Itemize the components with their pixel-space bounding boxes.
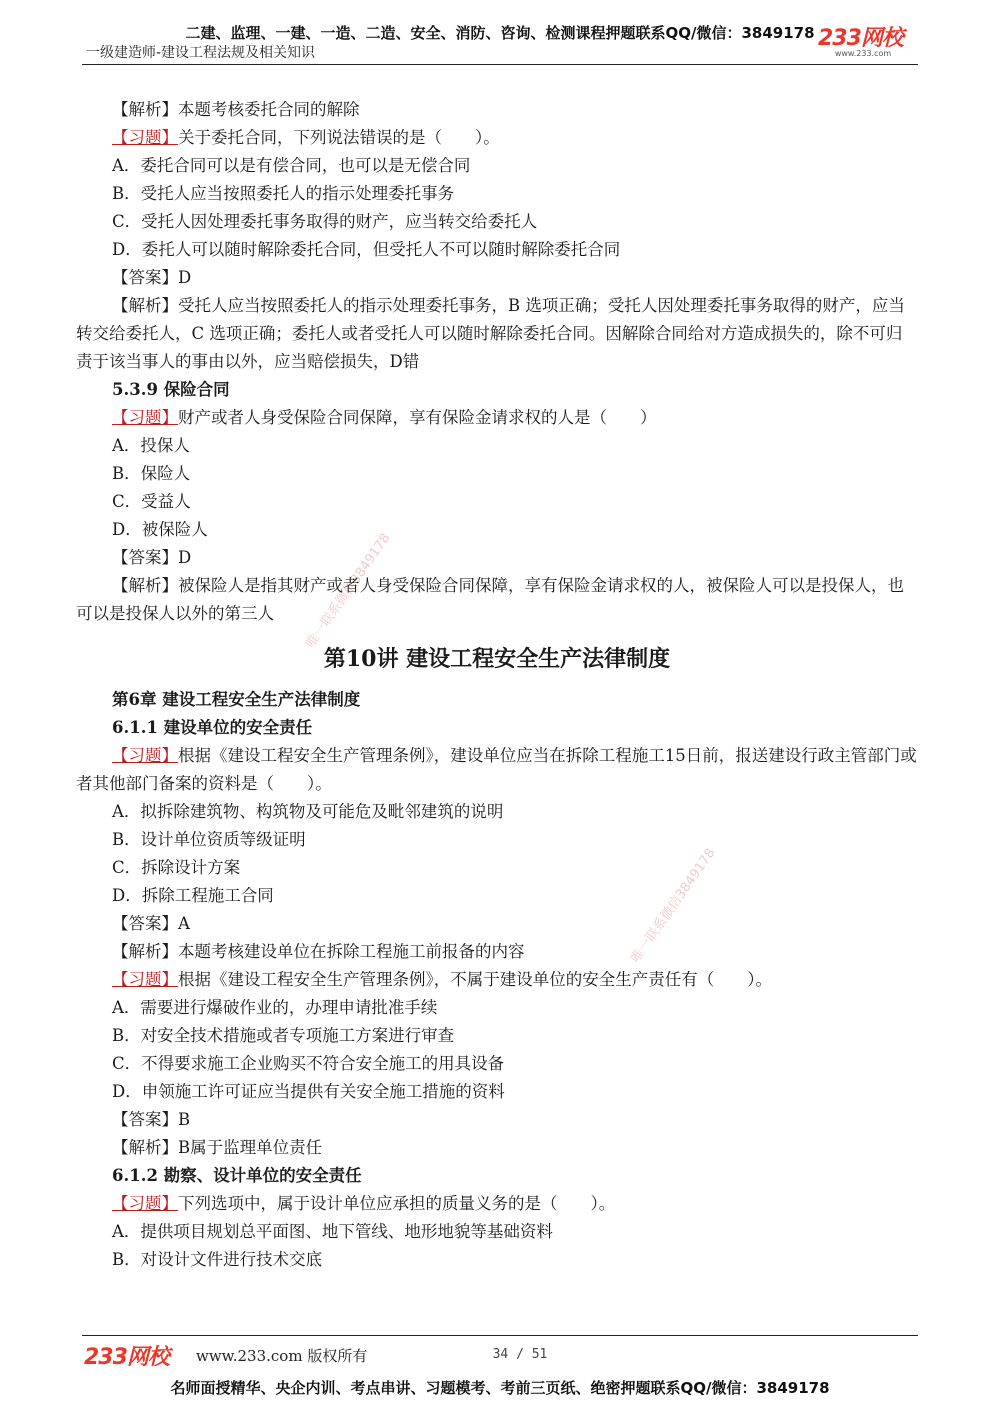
option-a: A．投保人 <box>112 436 190 455</box>
option-d: D．委托人可以随时解除委托合同，但受托人不可以随时解除委托合同 <box>112 240 621 259</box>
option-b: B．设计单位资质等级证明 <box>112 830 306 849</box>
option-c: C．受益人 <box>112 492 191 511</box>
analysis-tag: 【解析】 <box>112 942 178 961</box>
question-tag: 【习题】 <box>112 746 178 765</box>
option-d: D．拆除工程施工合同 <box>112 886 274 905</box>
answer-tag: 【答案】 <box>112 1110 178 1129</box>
option-a: A．提供项目规划总平面图、地下管线、地形地貌等基础资料 <box>112 1222 553 1241</box>
analysis-line <box>76 96 918 124</box>
option-b: B．对安全技术措施或者专项施工方案进行审查 <box>112 1026 455 1045</box>
option-a: A．拟拆除建筑物、构筑物及可能危及毗邻建筑的说明 <box>112 802 504 821</box>
footer-divider <box>82 1335 918 1336</box>
footer-logo: 233网校 <box>84 1345 169 1370</box>
analysis-tag: 【解析】 <box>112 296 178 315</box>
document-title: 一级建造师-建设工程法规及相关知识 <box>86 45 316 61</box>
question-tag: 【习题】 <box>112 970 178 989</box>
answer-text: B <box>178 1110 191 1129</box>
lecture-title: 第10讲 建设工程安全生产法律制度 <box>323 646 671 672</box>
answer-tag: 【答案】 <box>112 268 178 287</box>
page-number: 34 / 51 <box>492 1347 548 1362</box>
question-tag: 【习题】 <box>112 128 178 147</box>
question-line <box>76 404 918 432</box>
question-text: 根据《建设工程安全生产管理条例》，不属于建设单位的安全生产责任有（ ）。 <box>178 970 772 989</box>
answer-text: D <box>178 548 192 567</box>
option-b: B．受托人应当按照委托人的指示处理委托事务 <box>112 184 455 203</box>
question-line <box>76 742 918 798</box>
logo-text: 233网校 <box>818 26 903 51</box>
question-line <box>76 1190 918 1218</box>
answer-text: D <box>178 268 192 287</box>
page-content <box>76 96 918 1274</box>
analysis-line <box>76 938 918 966</box>
question-text: 关于委托合同，下列说法错误的是（ ）。 <box>178 128 500 147</box>
analysis-tag: 【解析】 <box>112 576 178 595</box>
brand-logo <box>818 28 928 64</box>
question-text: 财产或者人身受保险合同保障，享有保险金请求权的人是（ ） <box>178 408 657 427</box>
header-banner: 二建、监理、一建、一造、二造、安全、消防、咨询、检测课程押题联系QQ/微信：3849178 <box>185 24 815 42</box>
option-c: C．拆除设计方案 <box>112 858 241 877</box>
logo-url: www.233.com <box>834 49 892 58</box>
watermark-text: 唯一联系微信3849178 <box>628 845 719 966</box>
analysis-text: 本题考核建设单位在拆除工程施工前报备的内容 <box>178 942 525 961</box>
answer-tag: 【答案】 <box>112 548 178 567</box>
analysis-text: 本题考核委托合同的解除 <box>178 100 360 119</box>
section-heading: 6.1.1 建设单位的安全责任 <box>112 718 313 737</box>
analysis-tag: 【解析】 <box>112 1138 178 1157</box>
answer-line <box>76 1106 918 1134</box>
answer-line <box>76 910 918 938</box>
option-d: D．申领施工许可证应当提供有关安全施工措施的资料 <box>112 1082 505 1101</box>
answer-line <box>76 544 918 572</box>
analysis-text: 被保险人是指其财产或者人身受保险合同保障，享有保险金请求权的人，被保险人可以是投保人，也可以是投保人以外的第三人 <box>76 576 904 623</box>
analysis-line <box>76 572 918 628</box>
question-tag: 【习题】 <box>112 408 178 427</box>
analysis-text: B属于监理单位责任 <box>178 1138 323 1157</box>
option-c: C．受托人因处理委托事务取得的财产，应当转交给委托人 <box>112 212 538 231</box>
option-b: B．保险人 <box>112 464 191 483</box>
analysis-line <box>76 1134 918 1162</box>
answer-tag: 【答案】 <box>112 914 178 933</box>
watermark-text: 唯一联系微信3849178 <box>303 530 394 651</box>
option-b: B．对设计文件进行技术交底 <box>112 1250 323 1269</box>
section-heading: 6.1.2 勘察、设计单位的安全责任 <box>112 1166 362 1185</box>
answer-text: A <box>178 914 190 933</box>
question-text: 下列选项中，属于设计单位应承担的质量义务的是（ ）。 <box>178 1194 616 1213</box>
option-c: C．不得要求施工企业购买不符合安全施工的用具设备 <box>112 1054 505 1073</box>
footer-banner: 名师面授精华、央企内训、考点串讲、习题模考、考前三页纸、绝密押题联系QQ/微信：3849178 <box>170 1379 830 1397</box>
option-a: A．需要进行爆破作业的，办理申请批准手续 <box>112 998 438 1017</box>
option-a: A．委托合同可以是有偿合同，也可以是无偿合同 <box>112 156 471 175</box>
option-d: D．被保险人 <box>112 520 208 539</box>
analysis-text: 受托人应当按照委托人的指示处理委托事务，B 选项正确；受托人因处理委托事务取得的财产，应当转交给委托人，C 选项正确；委托人或者受托人可以随时解除委托合同。因解除合同给对方造成损失的，除不可归责于该当事人的事由以外，应当赔偿损失，D错 <box>76 296 905 371</box>
question-line <box>76 966 918 994</box>
answer-line <box>76 264 918 292</box>
chapter-heading: 第6章 建设工程安全生产法律制度 <box>112 690 361 709</box>
footer-copyright: www.233.com 版权所有 <box>196 1347 368 1365</box>
question-line <box>76 124 918 152</box>
analysis-tag: 【解析】 <box>112 100 178 119</box>
question-text: 根据《建设工程安全生产管理条例》，建设单位应当在拆除工程施工15日前，报送建设行政主管部门或者其他部门备案的资料是（ ）。 <box>76 746 917 793</box>
question-tag: 【习题】 <box>112 1194 178 1213</box>
header-divider <box>82 64 918 65</box>
section-heading: 5.3.9 保险合同 <box>112 380 230 399</box>
analysis-line <box>76 292 918 376</box>
